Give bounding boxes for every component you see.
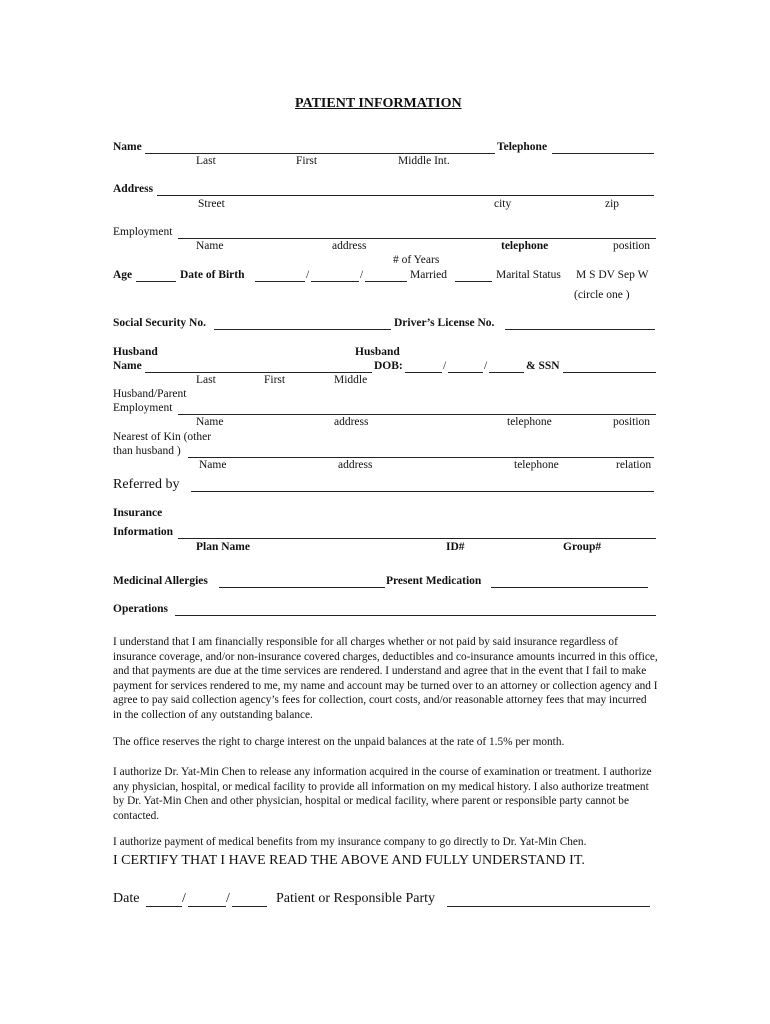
husband-dob-caption: DOB: [374,360,403,372]
payment-authorization-text: I authorize payment of medical benefits from my insurance company to go directly to Dr. Yat-Min Chen. [113,836,587,848]
telephone-field[interactable] [552,153,654,154]
name-field[interactable] [145,153,495,154]
signature-field[interactable] [447,906,650,907]
dob-separator: / [360,269,364,281]
kin-label: Nearest of Kin (other [113,431,212,443]
dob-month-field[interactable] [255,281,305,282]
date-label: Date [113,891,140,906]
husband-first-caption: First [264,374,286,386]
husband-employment-position-caption: position [613,416,651,428]
husband-ssn-label: & SSN [526,360,560,372]
street-caption: Street [198,198,225,210]
medication-field[interactable] [491,587,648,588]
husband-employment-name-caption: Name [196,416,224,428]
drivers-license-label: Driver’s License No. [394,317,495,329]
husband-employment-field[interactable] [178,414,656,415]
insurance-field[interactable] [178,538,656,539]
husband-middle-caption: Middle [334,374,368,386]
circle-one-note: (circle one ) [574,289,630,301]
medication-label: Present Medication [386,575,482,587]
husband-employment-address-caption: address [334,416,369,428]
middle-initial-caption: Middle Int. [398,155,450,167]
husband-ssn-field[interactable] [563,372,656,373]
referred-by-label: Referred by [113,477,180,492]
ssn-field[interactable] [214,329,391,330]
first-name-caption: First [296,155,318,167]
employment-position-caption: position [613,240,651,252]
husband-dob-separator: / [443,360,447,372]
husband-employment-label: Employment [113,402,173,414]
husband-employment-telephone-caption: telephone [507,416,552,428]
address-label: Address [113,183,154,195]
employment-telephone-caption: telephone [501,240,549,252]
id-caption: ID# [446,541,465,553]
operations-label: Operations [113,603,168,615]
kin-name-caption: Name [199,459,227,471]
kin-label-cont: than husband ) [113,445,181,457]
date-separator: / [226,891,230,906]
marital-status-options[interactable]: M S DV Sep W [576,269,649,281]
dob-label: Date of Birth [180,269,245,281]
employment-address-caption: address [332,240,367,252]
dob-separator: / [306,269,310,281]
dob-year-field[interactable] [365,281,407,282]
employment-label: Employment [113,226,173,238]
husband-last-caption: Last [196,374,216,386]
kin-telephone-caption: telephone [514,459,559,471]
certification-text: I CERTIFY THAT I HAVE READ THE ABOVE AND FULLY UNDERSTAND IT. [113,853,585,868]
kin-field[interactable] [188,457,654,458]
interest-text: The office reserves the right to charge interest on the unpaid balances at the rate of 1.5% per month. [113,736,565,748]
referred-by-field[interactable] [191,491,654,492]
allergies-field[interactable] [219,587,385,588]
husband-label: Husband [113,346,158,358]
date-separator: / [182,891,186,906]
husband-dob-month-field[interactable] [405,372,442,373]
financial-responsibility-text: I understand that I am financially responsible for all charges whether or not paid by said insurance regardless of insurance coverage, and/or non-insurance covered charges, deductibles and co-insurance amounts incurred in this office, and that payments are due at the time services are rendered. I understand and agree that in the event that I fail to make payment for services rendered to me, my name and account may be turned over to an attorney or collection agency and I agree to pay said collection agency’s fees for collection, court costs, and/or reasonable attorney fees that may incurred in the collection of any outstanding balance. [113,636,658,721]
insurance-information-label: Information [113,526,174,538]
husband-parent-label: Husband/Parent [113,388,187,400]
plan-name-caption: Plan Name [196,541,250,553]
city-caption: city [494,198,512,210]
insurance-label: Insurance [113,507,163,519]
kin-address-caption: address [338,459,373,471]
employment-name-caption: Name [196,240,224,252]
date-day-field[interactable] [188,906,226,907]
husband-dob-label: Husband [355,346,400,358]
kin-relation-caption: relation [616,459,652,471]
group-caption: Group# [563,541,602,553]
dob-day-field[interactable] [311,281,359,282]
name-label: Name [113,141,142,153]
release-authorization-text: I authorize Dr. Yat-Min Chen to release any information acquired in the course of examination or treatment. I authorize any physician, hospital, or medical facility to provide all information on my medical history. I also authorize treatment by Dr. Yat-Min Chen and other physician, hospital or medical facility, where parent or responsible party cannot be contacted. [113,766,652,822]
page-title: PATIENT INFORMATION [295,96,462,111]
husband-dob-year-field[interactable] [489,372,524,373]
husband-name-field[interactable] [145,372,372,373]
address-field[interactable] [157,195,654,196]
ssn-label: Social Security No. [113,317,206,329]
husband-dob-day-field[interactable] [448,372,483,373]
zip-caption: zip [605,198,620,210]
married-field[interactable] [455,281,492,282]
drivers-license-field[interactable] [505,329,655,330]
husband-name-label: Name [113,360,142,372]
date-month-field[interactable] [146,906,182,907]
age-field[interactable] [136,281,176,282]
telephone-label: Telephone [497,141,548,153]
last-name-caption: Last [196,155,216,167]
responsible-party-label: Patient or Responsible Party [276,891,436,906]
married-label: Married [410,269,448,281]
years-caption: # of Years [393,254,440,266]
date-year-field[interactable] [232,906,267,907]
operations-field[interactable] [175,615,656,616]
age-label: Age [113,269,133,281]
allergies-label: Medicinal Allergies [113,575,208,587]
husband-dob-separator: / [484,360,488,372]
employment-field[interactable] [178,238,656,239]
marital-status-label: Marital Status [496,269,561,281]
